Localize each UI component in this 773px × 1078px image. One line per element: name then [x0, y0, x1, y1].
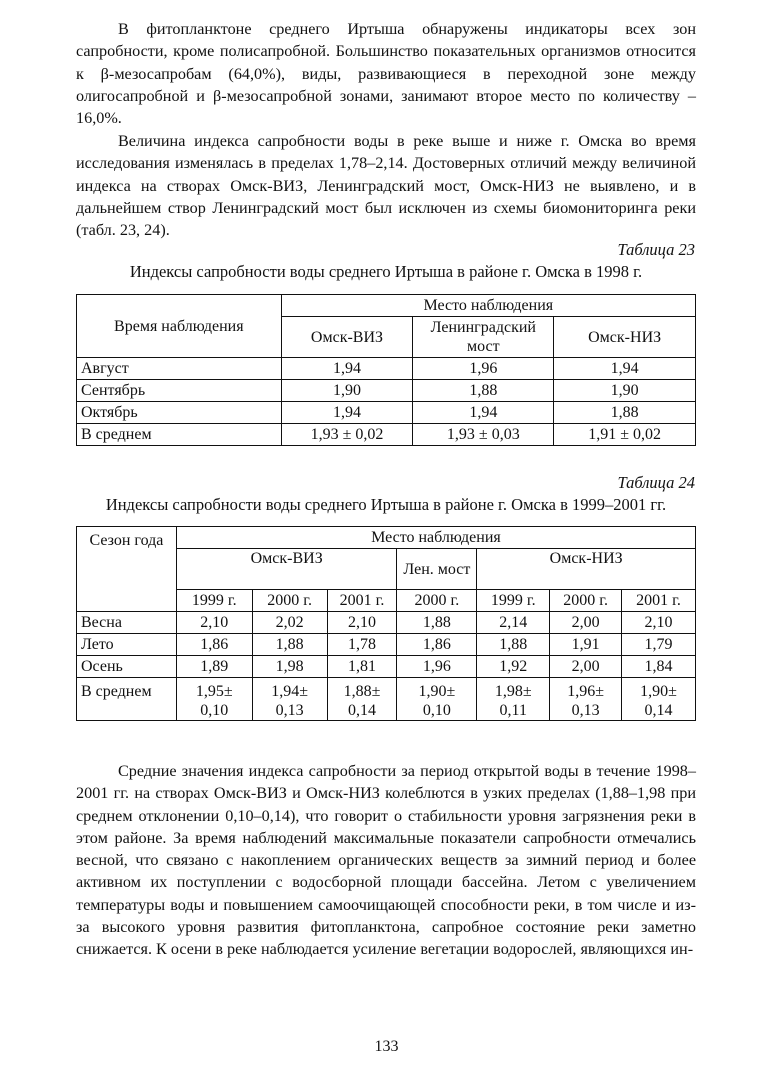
table24-cell: 1,78: [327, 634, 397, 656]
table24-avg-deviation: 0,14: [644, 702, 673, 719]
table24-row-label: Лето: [77, 634, 177, 656]
table24-cell: 1,92: [477, 656, 550, 678]
table24-title: Индексы сапробности воды среднего Иртыша в районе г. Омска в 1999–2001 гг.: [105, 495, 667, 514]
table24-avg-deviation: 0,13: [275, 702, 304, 719]
table23-cell: 1,94: [281, 402, 413, 424]
table24-row-label: В среднем: [77, 678, 177, 721]
table24-avg-deviation: 0,13: [571, 702, 600, 719]
table24-year-header: 1999 г.: [477, 590, 550, 612]
paragraph-summary: Средние значения индекса сапробности за период открытой воды в течение 1998–2001 гг. на створах Омск-ВИЗ и Омск-НИЗ колеблются в узких пределах (1,88–1,98 при среднем отклонении 0,10–0,14), что говорит о стабильности уровня загрязнения реки в этом районе. За время наблюдений максимальные показатели сапробности отмечались весной, что связано с накоплением органических веществ за зимний период и более активном их поступлении с водосборной площади бассейна. Летом с увеличением температуры воды и повышением самоочищающей способности реки, в том числе и из-за высокого уровня развития фитопланктона, сапробное состояние реки заметно снижается. К осени в реке наблюдается усиление вегетации водорослей, являющихся ин-: [76, 762, 696, 959]
table23-cell: 1,96: [413, 358, 554, 380]
table24-avg-cell: [477, 678, 550, 721]
table24-site-header: Омск-ВИЗ: [176, 549, 397, 590]
table24-site-header: Лен. мост: [397, 549, 477, 590]
table24-group-header: Место наблюдения: [176, 527, 695, 549]
table24-avg-cell: [550, 678, 622, 721]
table24-cell: 1,88: [397, 612, 477, 634]
table24-avg-value: 1,90±: [640, 683, 677, 700]
table24-row-label: Весна: [77, 612, 177, 634]
table24-avg-value: 1,98±: [494, 683, 532, 700]
table24-avg-value: 1,95±: [195, 683, 233, 700]
table23-row-label: Сентябрь: [77, 380, 282, 402]
table24-cell: 2,10: [327, 612, 397, 634]
table24-cell: 1,88: [477, 634, 550, 656]
table24-cell: 1,89: [176, 656, 252, 678]
table24-avg-cell: [327, 678, 397, 721]
table24-cell: 1,91: [550, 634, 622, 656]
table-row: [77, 380, 696, 402]
table-24: [76, 526, 696, 721]
table24-avg-deviation: 0,10: [200, 702, 229, 719]
table23-col-header: Омск-НИЗ: [554, 317, 696, 358]
table24-cell: 1,88: [252, 634, 327, 656]
table24-avg-value: 1,96±: [567, 683, 605, 700]
table23-row-header: Время наблюдения: [77, 295, 282, 358]
table23-cell: 1,88: [554, 402, 696, 424]
table23-title: Индексы сапробности воды среднего Иртыша в районе г. Омска в 1998 г.: [129, 262, 643, 281]
table24-avg-value: 1,90±: [418, 683, 456, 700]
table24-label: Таблица 24: [617, 473, 695, 492]
table-row: [77, 634, 696, 656]
table24-year-header: 2000 г.: [397, 590, 477, 612]
page-number: 133: [374, 1038, 399, 1055]
table24-cell: 1,81: [327, 656, 397, 678]
table24-avg-cell: [397, 678, 477, 721]
table24-year-header: 2001 г.: [622, 590, 696, 612]
table23-cell: 1,94: [413, 402, 554, 424]
table23-cell: 1,93 ± 0,03: [413, 424, 554, 446]
table24-cell: 1,96: [397, 656, 477, 678]
table23-cell: 1,90: [554, 380, 696, 402]
table24-avg-deviation: 0,14: [348, 702, 377, 719]
table24-avg-deviation: 0,10: [422, 702, 451, 719]
table23-row-label: Октябрь: [77, 402, 282, 424]
paragraph-intro: В фитопланктоне среднего Иртыша обнаружены индикаторы всех зон сапробности, кроме полисапробной. Большинство показательных организмов относится к β-мезосапробам (64,0%), виды, развивающиеся в переходной зоне между олигосапробной и β-мезосапробной зонами, занимают второе место по количеству – 16,0%.: [76, 20, 696, 128]
table24-year-header: 2000 г.: [252, 590, 327, 612]
table-row: [77, 358, 696, 380]
table24-avg-value: 1,88±: [343, 683, 381, 700]
table-23: [76, 294, 696, 446]
table23-cell: 1,88: [413, 380, 554, 402]
table24-cell: 1,84: [622, 656, 696, 678]
table24-row-header: Сезон года: [77, 527, 177, 612]
table23-cell: 1,90: [281, 380, 413, 402]
table24-site-header: Омск-НИЗ: [477, 549, 696, 590]
table-row: [77, 612, 696, 634]
table24-cell: 2,10: [622, 612, 696, 634]
table23-row-label: Август: [77, 358, 282, 380]
table24-avg-deviation: 0,11: [499, 702, 527, 719]
table-row: [77, 656, 696, 678]
table-row: [77, 678, 696, 721]
table24-cell: 2,02: [252, 612, 327, 634]
paragraph-index-range: Величина индекса сапробности воды в реке выше и ниже г. Омска во время исследования изменялась в пределах 1,78–2,14. Достоверных отличий между величиной индекса на створах Омск-ВИЗ, Ленинградский мост, Омск-НИЗ не выявлено, и в дальнейшем створ Ленинградский мост был исключен из схемы биомониторинга реки (табл. 23, 24).: [76, 132, 696, 240]
table23-col-header: Омск-ВИЗ: [281, 317, 413, 358]
table-row: [77, 424, 696, 446]
table23-row-label: В среднем: [77, 424, 282, 446]
table23-cell: 1,91 ± 0,02: [554, 424, 696, 446]
table23-group-header: Место наблюдения: [281, 295, 695, 317]
table24-avg-cell: [622, 678, 696, 721]
table24-year-header: 1999 г.: [176, 590, 252, 612]
table23-col-header: Ленинградский мост: [413, 317, 554, 358]
table24-cell: 1,79: [622, 634, 696, 656]
table24-cell: 1,86: [397, 634, 477, 656]
table24-cell: 2,14: [477, 612, 550, 634]
table24-cell: 1,86: [176, 634, 252, 656]
table24-year-header: 2001 г.: [327, 590, 397, 612]
table24-avg-value: 1,94±: [271, 683, 309, 700]
table24-cell: 2,00: [550, 656, 622, 678]
table24-year-header: 2000 г.: [550, 590, 622, 612]
table-row: [77, 402, 696, 424]
table23-cell: 1,94: [281, 358, 413, 380]
table24-row-label: Осень: [77, 656, 177, 678]
table23-cell: 1,94: [554, 358, 696, 380]
table24-avg-cell: [176, 678, 252, 721]
table24-cell: 1,98: [252, 656, 327, 678]
table24-cell: 2,00: [550, 612, 622, 634]
table23-cell: 1,93 ± 0,02: [281, 424, 413, 446]
table24-cell: 2,10: [176, 612, 252, 634]
table23-label: Таблица 23: [617, 240, 695, 259]
table24-avg-cell: [252, 678, 327, 721]
